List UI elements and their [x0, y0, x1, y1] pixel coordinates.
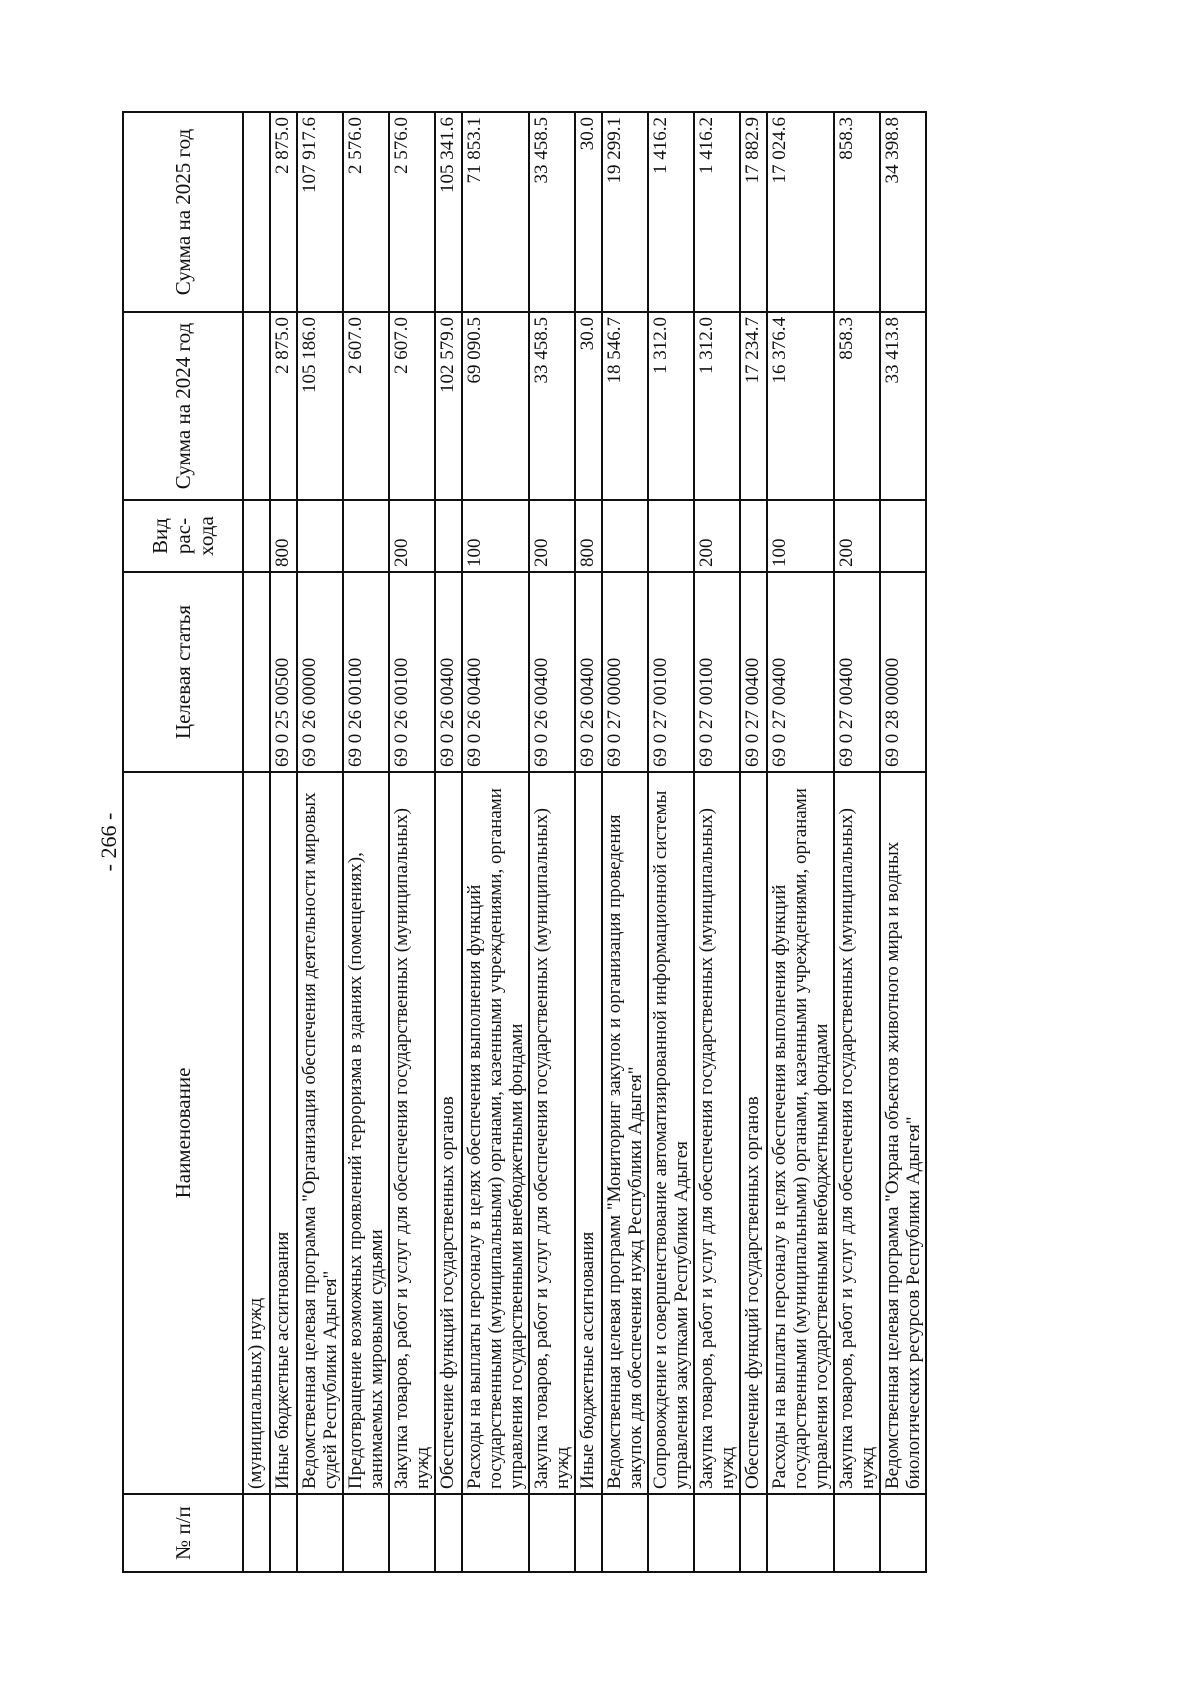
- table-row: [435, 112, 462, 1572]
- cell-no: [270, 1494, 297, 1572]
- cell-sum-2024: 1 312.0: [648, 312, 694, 500]
- cell-code: [243, 572, 270, 772]
- cell-sum-2025: 19 299.1: [602, 112, 648, 312]
- cell-kind: 200: [694, 500, 740, 572]
- cell-code: 69 0 27 00100: [694, 572, 740, 772]
- cell-code: 69 0 26 00100: [389, 572, 435, 772]
- cell-sum-2025: 17 882.9: [740, 112, 767, 312]
- cell-sum-2025: 2 576.0: [389, 112, 435, 312]
- cell-no: [834, 1494, 880, 1572]
- header-sum-2025: Сумма на 2025 год: [123, 112, 243, 312]
- cell-kind: 100: [767, 500, 834, 572]
- cell-kind: 100: [462, 500, 529, 572]
- cell-code: 69 0 26 00400: [575, 572, 602, 772]
- cell-no: [694, 1494, 740, 1572]
- cell-name: Обеспечение функций государственных органов: [435, 772, 462, 1494]
- cell-sum-2025: [243, 112, 270, 312]
- cell-sum-2025: 858.3: [834, 112, 880, 312]
- cell-sum-2024: 102 579.0: [435, 312, 462, 500]
- table-row: [694, 112, 740, 1572]
- cell-sum-2024: 1 312.0: [694, 312, 740, 500]
- cell-kind: [343, 500, 389, 572]
- cell-sum-2025: 2 576.0: [343, 112, 389, 312]
- cell-sum-2025: 30.0: [575, 112, 602, 312]
- cell-sum-2024: 18 546.7: [602, 312, 648, 500]
- cell-name: Закупка товаров, работ и услуг для обеспечения государственных (муниципальных) нужд: [389, 772, 435, 1494]
- header-sum-2024: Сумма на 2024 год: [123, 312, 243, 500]
- cell-sum-2024: 2 607.0: [343, 312, 389, 500]
- cell-sum-2024: 2 607.0: [389, 312, 435, 500]
- cell-kind: [243, 500, 270, 572]
- cell-sum-2025: 33 458.5: [529, 112, 575, 312]
- table-header-row: [123, 112, 243, 1572]
- cell-name: Закупка товаров, работ и услуг для обеспечения государственных (муниципальных) нужд: [834, 772, 880, 1494]
- cell-sum-2025: 105 341.6: [435, 112, 462, 312]
- budget-table-wrapper: [122, 113, 1092, 1573]
- cell-kind: 800: [270, 500, 297, 572]
- cell-kind: [880, 500, 926, 572]
- cell-kind: 200: [834, 500, 880, 572]
- cell-code: 69 0 27 00400: [767, 572, 834, 772]
- cell-name: Закупка товаров, работ и услуг для обеспечения государственных (муниципальных) нужд: [694, 772, 740, 1494]
- table-row: [343, 112, 389, 1572]
- header-no: № п/п: [123, 1494, 243, 1572]
- cell-name: Ведомственная целевая программа "Организация обеспечения деятельности мировых судей Республики Адыгея": [297, 772, 343, 1494]
- table-row: [529, 112, 575, 1572]
- table-row: [462, 112, 529, 1572]
- table-row: [297, 112, 343, 1572]
- cell-code: 69 0 27 00100: [648, 572, 694, 772]
- cell-code: 69 0 26 00100: [343, 572, 389, 772]
- cell-kind: 800: [575, 500, 602, 572]
- header-code: Целевая статья: [123, 572, 243, 772]
- cell-sum-2024: 105 186.0: [297, 312, 343, 500]
- cell-kind: [740, 500, 767, 572]
- cell-sum-2025: 107 917.6: [297, 112, 343, 312]
- cell-no: [297, 1494, 343, 1572]
- cell-no: [648, 1494, 694, 1572]
- cell-no: [767, 1494, 834, 1572]
- cell-sum-2024: 33 413.8: [880, 312, 926, 500]
- table-row: [767, 112, 834, 1572]
- cell-kind: 200: [529, 500, 575, 572]
- cell-name: Предотвращение возможных проявлений терроризма в зданиях (помещениях), занимаемых мировыми судьями: [343, 772, 389, 1494]
- table-row: [740, 112, 767, 1572]
- cell-sum-2025: 1 416.2: [648, 112, 694, 312]
- cell-sum-2024: 69 090.5: [462, 312, 529, 500]
- cell-sum-2025: 17 024.6: [767, 112, 834, 312]
- cell-code: 69 0 28 00000: [880, 572, 926, 772]
- cell-name: Иные бюджетные ассигнования: [575, 772, 602, 1494]
- table-row: [648, 112, 694, 1572]
- cell-no: [462, 1494, 529, 1572]
- cell-code: 69 0 27 00400: [740, 572, 767, 772]
- table-row: [575, 112, 602, 1572]
- table-row: [270, 112, 297, 1572]
- cell-name: Расходы на выплаты персоналу в целях обеспечения выполнения функций государственными (муниципальными) органами, казенными учреждениями, органами управления государственными внебюджетными фондами: [462, 772, 529, 1494]
- cell-kind: 200: [389, 500, 435, 572]
- cell-name: Иные бюджетные ассигнования: [270, 772, 297, 1494]
- cell-name: Сопровождение и совершенствование автоматизированной информационной системы управления закупками Республики Адыгея: [648, 772, 694, 1494]
- cell-no: [529, 1494, 575, 1572]
- cell-sum-2024: 2 875.0: [270, 312, 297, 500]
- table-row: [602, 112, 648, 1572]
- cell-kind: [297, 500, 343, 572]
- table-row: [243, 112, 270, 1572]
- cell-code: 69 0 25 00500: [270, 572, 297, 772]
- cell-code: 69 0 27 00000: [602, 572, 648, 772]
- cell-sum-2024: 30.0: [575, 312, 602, 500]
- cell-no: [389, 1494, 435, 1572]
- cell-name: Ведомственная целевая программ "Мониторинг закупок и организация проведения закупок для обеспечения нужд Республики Адыгея": [602, 772, 648, 1494]
- cell-no: [435, 1494, 462, 1572]
- cell-no: [575, 1494, 602, 1572]
- header-kind: Вид рас-хода: [123, 500, 243, 572]
- cell-sum-2025: 2 875.0: [270, 112, 297, 312]
- budget-table: [122, 111, 927, 1573]
- cell-code: 69 0 26 00400: [529, 572, 575, 772]
- table-row: [389, 112, 435, 1572]
- cell-code: 69 0 26 00400: [435, 572, 462, 772]
- cell-code: 69 0 26 00000: [297, 572, 343, 772]
- cell-kind: [602, 500, 648, 572]
- cell-sum-2024: 17 234.7: [740, 312, 767, 500]
- cell-no: [243, 1494, 270, 1572]
- cell-code: 69 0 27 00400: [834, 572, 880, 772]
- cell-sum-2025: 34 398.8: [880, 112, 926, 312]
- page-number: - 266 -: [96, 812, 121, 872]
- cell-sum-2025: 1 416.2: [694, 112, 740, 312]
- cell-kind: [648, 500, 694, 572]
- cell-name: (муниципальных) нужд: [243, 772, 270, 1494]
- cell-sum-2025: 71 853.1: [462, 112, 529, 312]
- cell-name: Обеспечение функций государственных органов: [740, 772, 767, 1494]
- cell-name: Расходы на выплаты персоналу в целях обеспечения выполнения функций государственными (муниципальными) органами, казенными учреждениями, органами управления государственными внебюджетными фондами: [767, 772, 834, 1494]
- header-name: Наименование: [123, 772, 243, 1494]
- table-row: [880, 112, 926, 1572]
- table-body: [243, 112, 926, 1572]
- table-row: [834, 112, 880, 1572]
- cell-code: 69 0 26 00400: [462, 572, 529, 772]
- cell-name: Ведомственная целевая программа "Охрана объектов животного мира и водных биологических ресурсов Республики Адыгея": [880, 772, 926, 1494]
- cell-no: [880, 1494, 926, 1572]
- cell-no: [740, 1494, 767, 1572]
- cell-no: [602, 1494, 648, 1572]
- cell-sum-2024: 33 458.5: [529, 312, 575, 500]
- cell-kind: [435, 500, 462, 572]
- cell-sum-2024: 16 376.4: [767, 312, 834, 500]
- cell-sum-2024: [243, 312, 270, 500]
- cell-sum-2024: 858.3: [834, 312, 880, 500]
- cell-no: [343, 1494, 389, 1572]
- cell-name: Закупка товаров, работ и услуг для обеспечения государственных (муниципальных) нужд: [529, 772, 575, 1494]
